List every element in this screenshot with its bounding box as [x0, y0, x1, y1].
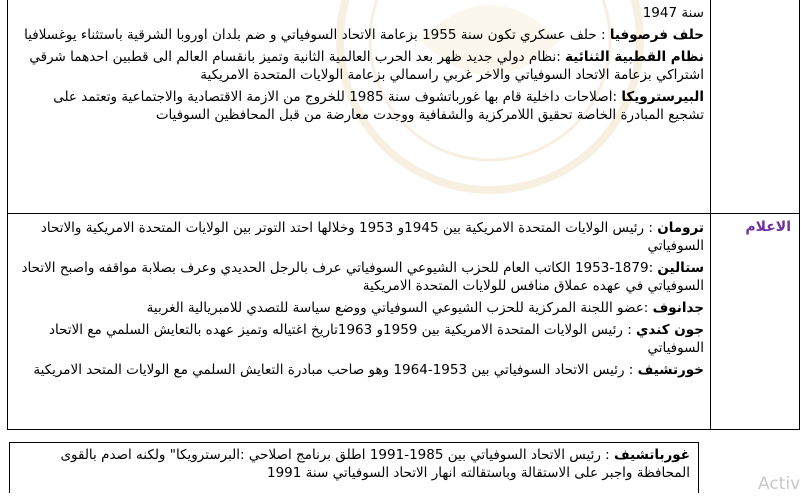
definition: عضو اللجنة المركزية للحزب الشيوعي السوفياتي ووضع سياسة للتصدي للامبريالية الغربية	[146, 300, 644, 316]
term: جون كندي	[636, 322, 704, 338]
term: البيرسترويكا	[621, 89, 704, 105]
term: خورتشيف	[637, 362, 704, 378]
definition: رئيس الولايات المتحدة الامريكية بين 1959و 1963تاريخ اغتياله وتميز عهده بالتعايش السلمي مع الاتحاد السوفياتي	[48, 322, 704, 356]
entry-perestroika: البيرسترويكا :اصلاحات داخلية قام بها غورباتشوف سنة 1985 للخروج من الازمة الاقتصادية والاجتماعية وتعتمد على تشجيع المبادرة الخاصة تحقيق اللامركزية والشفافية ووجدت معارضة من قبل المحافظين السوفيات	[53, 89, 704, 123]
definition: 1879-1953 الكاتب العام للحزب الشيوعي السوفياتي عرف بالرجل الحديدي وعرف بصلابة مواقفه واصبح الاتحاد السوفياتي في عهده عملاق منافس للولايات المتحدة الامريكية	[21, 260, 704, 294]
definition: نظام دولي جديد ظهر بعد الحرب العالمية الثانية وتميز بانقسام العالم الى قطبين احدهما شرقي اشتراكي بزعامة الاتحاد السوفياتي والاخر غربي راسمالي بزعامة الولايات المتحدة الامريكية	[29, 49, 704, 83]
term: ترومان	[657, 220, 704, 236]
definition: رئيس الولايات المتحدة الامريكية بين 1945و 1953 وخلالها احتد التوتر بين الولايات المتحدة الامريكية والاتحاد السوفياتي	[40, 220, 704, 254]
entry-truman: ترومان : رئيس الولايات المتحدة الامريكية بين 1945و 1953 وخلالها احتد التوتر بين الولايات المتحدة الامريكية والاتحاد السوفياتي	[40, 220, 704, 254]
entry-zhdanov: جدانوف :عضو اللجنة المركزية للحزب الشيوعي السوفياتي ووضع سياسة للتصدي للامبريالية الغربية	[146, 300, 704, 316]
definition: رئيس الاتحاد السوفياتي بين 1953-1964 وهو صاحب مبادرة التعايش السلمي مع الولايات المتحد الامريكية	[33, 362, 625, 378]
top-line: سنة 1947	[642, 5, 704, 21]
definitions-section	[14, 4, 704, 128]
section-label-figures: الاعلام	[745, 219, 791, 235]
definition: رئيس الاتحاد السوفياتي بين 1985-1991 اطلق برنامج اصلاحي :البرسترويكا" ولكنه اصدم بالقوى المحافظة واجبر على الاستقالة وباستقالته انهار الاتحاد السوفياتي سنة 1991	[60, 447, 690, 481]
gorbachev-section	[14, 446, 690, 486]
term: غورباتشيف	[614, 447, 690, 463]
entry-kennedy: جون كندي : رئيس الولايات المتحدة الامريكية بين 1959و 1963تاريخ اغتياله وتميز عهده بالتعايش السلمي مع الاتحاد السوفياتي	[48, 322, 704, 356]
windows-activation-watermark: Activ	[758, 474, 801, 494]
term: جدانوف	[652, 300, 704, 316]
definition: اصلاحات داخلية قام بها غورباتشوف سنة 1985 للخروج من الازمة الاقتصادية والاجتماعية وتعتمد على تشجيع المبادرة الخاصة تحقيق اللامركزية والشفافية ووجدت معارضة من قبل المحافظين السوفيات	[53, 89, 704, 123]
term: ستالين	[657, 260, 704, 276]
figures-section	[14, 219, 704, 383]
term: نظام القطبية الثنائية	[565, 49, 704, 65]
definition: حلف عسكري تكون سنة 1955 بزعامة الاتحاد السوفياتي و ضم بلدان اوروبا الشرقية باستثناء يوغسلافيا	[24, 27, 597, 43]
term: حلف فرصوفيا	[609, 27, 704, 43]
entry-warsaw-pact: حلف فرصوفيا : حلف عسكري تكون سنة 1955 بزعامة الاتحاد السوفياتي و ضم بلدان اوروبا الشرقية باستثناء يوغسلافيا	[24, 27, 704, 43]
entry-bipolar-system: نظام القطبية الثنائية :نظام دولي جديد ظهر بعد الحرب العالمية الثانية وتميز بانقسام العالم الى قطبين احدهما شرقي اشتراكي بزعامة الاتحاد السوفياتي والاخر غربي راسمالي بزعامة الولايات المتحدة الامريكية	[29, 49, 704, 83]
entry-stalin: ستالين :1879-1953 الكاتب العام للحزب الشيوعي السوفياتي عرف بالرجل الحديدي وعرف بصلابة مواقفه واصبح الاتحاد السوفياتي في عهده عملاق منافس للولايات المتحدة الامريكية	[21, 260, 704, 294]
entry-gorbachev: غورباتشيف : رئيس الاتحاد السوفياتي بين 1985-1991 اطلق برنامج اصلاحي :البرسترويكا" ولكنه اصدم بالقوى المحافظة واجبر على الاستقالة وباستقالته انهار الاتحاد السوفياتي سنة 1991	[60, 447, 690, 481]
entry-khrushchev: خورتشيف : رئيس الاتحاد السوفياتي بين 1953-1964 وهو صاحب مبادرة التعايش السلمي مع الولايات المتحد الامريكية	[33, 362, 704, 378]
